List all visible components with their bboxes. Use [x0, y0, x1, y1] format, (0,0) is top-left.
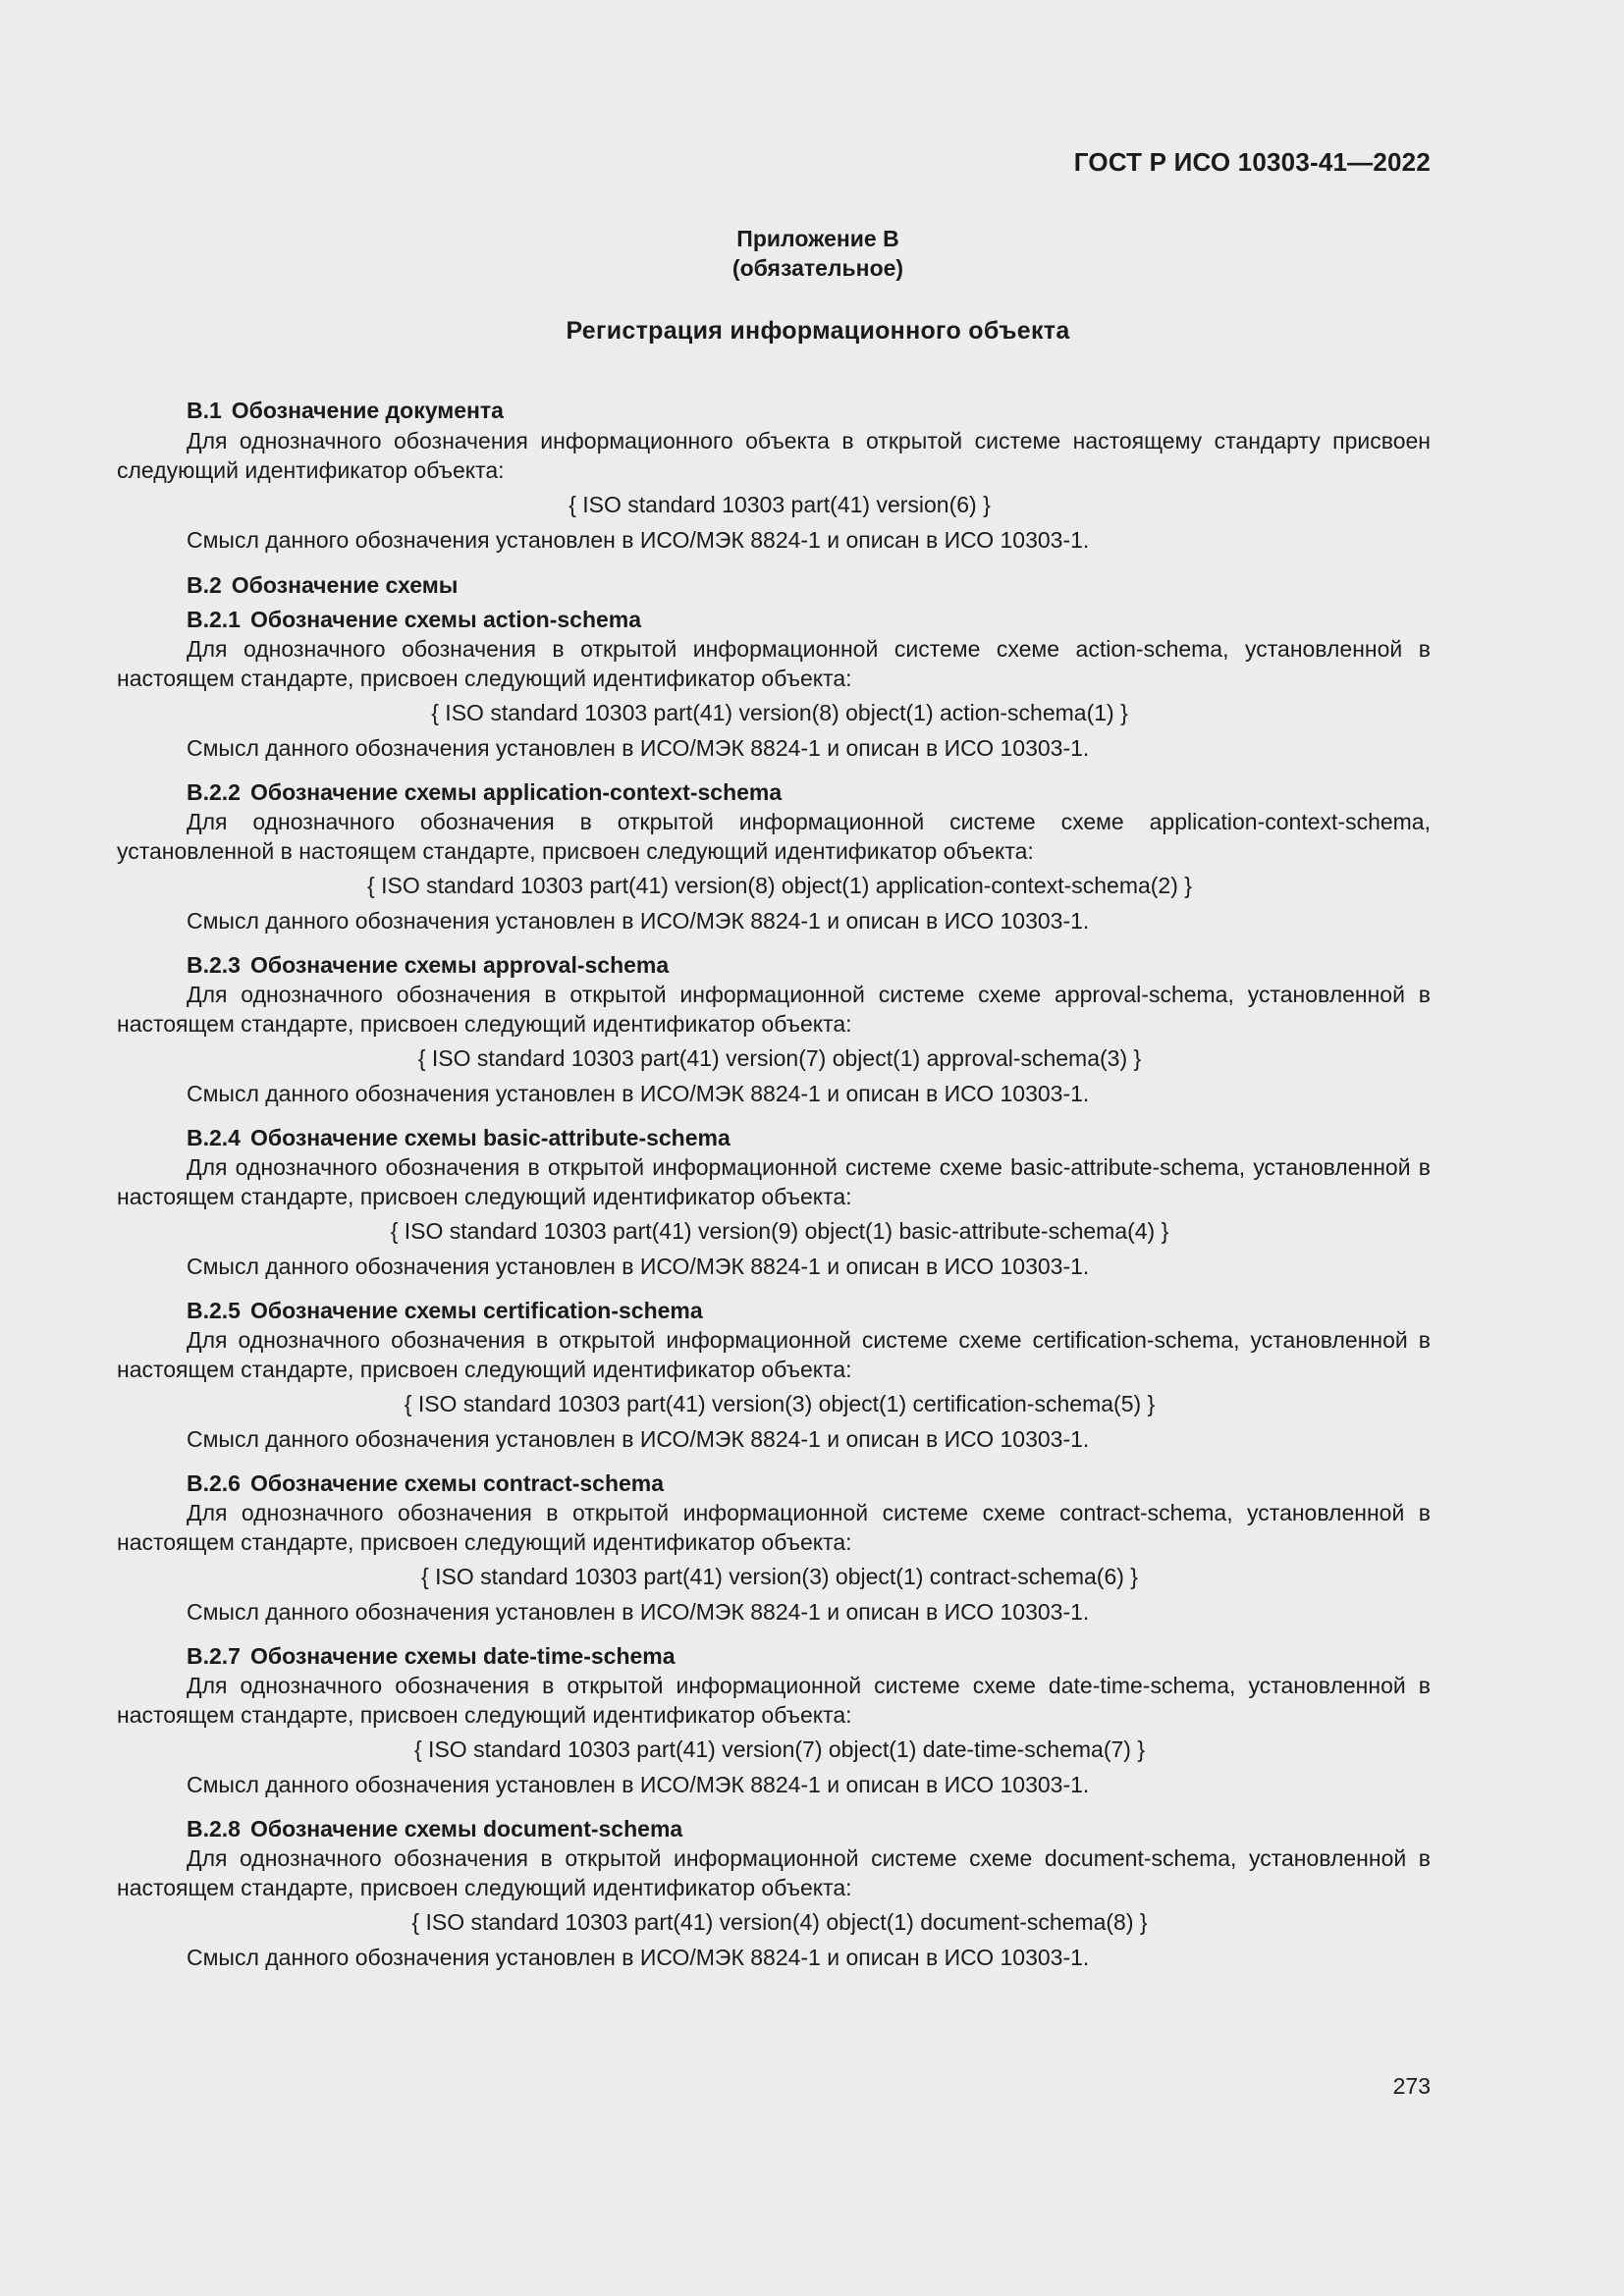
meaning-note: Смысл данного обозначения установлен в ИСО/МЭК 8824-1 и описан в ИСО 10303-1. — [187, 1945, 1090, 1970]
subsection-number: В.2.2 — [187, 779, 241, 805]
meaning-note: Смысл данного обозначения установлен в ИСО/МЭК 8824-1 и описан в ИСО 10303-1. — [187, 527, 1090, 553]
subsection-heading — [117, 1296, 1431, 1325]
appendix-status: (обязательное) — [731, 255, 904, 281]
page-number: 273 — [1392, 2073, 1431, 2099]
subsection-title: Обозначение схемы certification-schema — [249, 1298, 703, 1323]
meaning-note: Смысл данного обозначения установлен в ИСО/МЭК 8824-1 и описан в ИСО 10303-1. — [187, 1772, 1090, 1797]
subsection-number: В.2.5 — [187, 1298, 241, 1323]
schema-section — [117, 1123, 1431, 1282]
section-heading-b1 — [117, 395, 1431, 426]
subsection-number: В.2.4 — [187, 1125, 241, 1150]
subsection-number: В.2.6 — [187, 1470, 241, 1496]
object-identifier: { ISO standard 10303 part(41) version(9) object(1) basic-attribute-schema(4) } — [390, 1218, 1169, 1244]
subsection-paragraph: Для однозначного обозначения в открытой информационной системе схеме approval-schema, установленной в настоящем стандарте, присвоен следующий идентификатор объекта: — [117, 982, 1431, 1037]
object-identifier: { ISO standard 10303 part(41) version(4) object(1) document-schema(8) } — [411, 1909, 1148, 1935]
subsection-heading — [117, 950, 1431, 980]
section-number: В.2 — [187, 572, 222, 598]
subsection-paragraph: Для однозначного обозначения в открытой информационной системе схеме date-time-schema, установленной в настоящем стандарте, присвоен следующий идентификатор объекта: — [117, 1673, 1431, 1728]
section-paragraph: Для однозначного обозначения информационного объекта в открытой системе настоящему стандарту присвоен следующий идентификатор объекта: — [117, 428, 1431, 483]
subsection-number: В.2.1 — [187, 607, 241, 632]
section-heading-b2 — [117, 569, 1431, 601]
subsection-number: В.2.7 — [187, 1643, 241, 1669]
section-title: Обозначение документа — [231, 398, 504, 423]
subsection-heading — [117, 1641, 1431, 1671]
object-identifier: { ISO standard 10303 part(41) version(6) } — [568, 492, 991, 517]
appendix-label: Приложение В — [736, 226, 899, 251]
subsection-paragraph: Для однозначного обозначения в открытой информационной системе схеме basic-attribute-schema, установленной в настоящем стандарте, присвоен следующий идентификатор объекта: — [117, 1154, 1431, 1209]
object-identifier: { ISO standard 10303 part(41) version(8) object(1) action-schema(1) } — [431, 700, 1128, 725]
schema-list — [117, 605, 1431, 1973]
meaning-note: Смысл данного обозначения установлен в ИСО/МЭК 8824-1 и описан в ИСО 10303-1. — [187, 908, 1090, 934]
subsection-number: В.2.3 — [187, 952, 241, 978]
schema-section — [117, 1468, 1431, 1628]
document-code: ГОСТ Р ИСО 10303-41—2022 — [1073, 147, 1431, 177]
object-identifier: { ISO standard 10303 part(41) version(7) object(1) approval-schema(3) } — [417, 1045, 1142, 1071]
meaning-note: Смысл данного обозначения установлен в ИСО/МЭК 8824-1 и описан в ИСО 10303-1. — [187, 735, 1090, 761]
subsection-title: Обозначение схемы document-schema — [249, 1816, 683, 1842]
object-identifier: { ISO standard 10303 part(41) version(3) object(1) contract-schema(6) } — [421, 1564, 1138, 1589]
subsection-paragraph: Для однозначного обозначения в открытой информационной системе схеме certification-schema, установленной в настоящем стандарте, присвоен следующий идентификатор объекта: — [117, 1327, 1431, 1382]
object-identifier: { ISO standard 10303 part(41) version(7) object(1) date-time-schema(7) } — [413, 1736, 1146, 1762]
subsection-paragraph: Для однозначного обозначения в открытой информационной системе схеме contract-schema, установленной в настоящем стандарте, присвоен следующий идентификатор объекта: — [117, 1500, 1431, 1555]
schema-section — [117, 1641, 1431, 1800]
subsection-heading — [117, 605, 1431, 634]
subsection-title: Обозначение схемы basic-attribute-schema — [249, 1125, 731, 1150]
subsection-number: В.2.8 — [187, 1816, 241, 1842]
subsection-paragraph: Для однозначного обозначения в открытой информационной системе схеме document-schema, установленной в настоящем стандарте, присвоен следующий идентификатор объекта: — [117, 1845, 1431, 1900]
schema-section — [117, 605, 1431, 764]
section-number: В.1 — [187, 398, 222, 423]
subsection-paragraph: Для однозначного обозначения в открытой информационной системе схеме action-schema, установленной в настоящем стандарте, присвоен следующий идентификатор объекта: — [117, 636, 1431, 691]
schema-section — [117, 777, 1431, 936]
appendix-heading — [0, 224, 1624, 283]
subsection-heading — [117, 1468, 1431, 1498]
object-identifier: { ISO standard 10303 part(41) version(3) object(1) certification-schema(5) } — [404, 1391, 1156, 1416]
object-identifier: { ISO standard 10303 part(41) version(8) object(1) application-context-schema(2) } — [367, 873, 1192, 898]
meaning-note: Смысл данного обозначения установлен в ИСО/МЭК 8824-1 и описан в ИСО 10303-1. — [187, 1081, 1090, 1106]
schema-section — [117, 1814, 1431, 1973]
subsection-heading — [117, 1123, 1431, 1152]
subsection-heading — [117, 777, 1431, 807]
appendix-title: Регистрация информационного объекта — [566, 317, 1070, 345]
subsection-title: Обозначение схемы contract-schema — [249, 1470, 665, 1496]
subsection-title: Обозначение схемы date-time-schema — [249, 1643, 676, 1669]
schema-section — [117, 950, 1431, 1109]
section-title: Обозначение схемы — [231, 572, 459, 598]
subsection-paragraph: Для однозначного обозначения в открытой информационной системе схеме application-context-schema, установленной в настоящем стандарте, присвоен следующий идентификатор объекта: — [117, 809, 1431, 864]
schema-section — [117, 1296, 1431, 1455]
meaning-note: Смысл данного обозначения установлен в ИСО/МЭК 8824-1 и описан в ИСО 10303-1. — [187, 1254, 1090, 1279]
meaning-note: Смысл данного обозначения установлен в ИСО/МЭК 8824-1 и описан в ИСО 10303-1. — [187, 1426, 1090, 1452]
meaning-note: Смысл данного обозначения установлен в ИСО/МЭК 8824-1 и описан в ИСО 10303-1. — [187, 1599, 1090, 1625]
subsection-title: Обозначение схемы application-context-schema — [249, 779, 783, 805]
subsection-heading — [117, 1814, 1431, 1843]
subsection-title: Обозначение схемы approval-schema — [249, 952, 670, 978]
subsection-title: Обозначение схемы action-schema — [249, 607, 642, 632]
document-body — [117, 395, 1431, 1973]
